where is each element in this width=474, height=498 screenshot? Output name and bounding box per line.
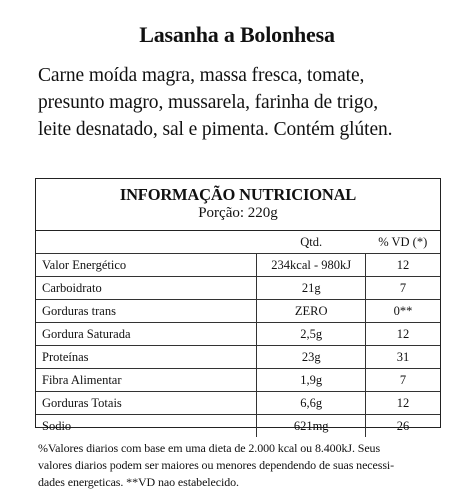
nutrient-vd: 0** (365, 300, 440, 323)
nutrient-qty: 1,9g (257, 369, 366, 392)
footnote-line: %Valores diarios com base em uma dieta de 2.000 kcal ou 8.400kJ. Seus (38, 441, 381, 455)
nutrient-vd: 7 (365, 369, 440, 392)
nutrient-vd: 12 (365, 254, 440, 277)
nutrient-qty: 6,6g (257, 392, 366, 415)
column-header-nutrient (36, 231, 257, 254)
nutrient-vd: 12 (365, 323, 440, 346)
ingredients-line: Carne moída magra, massa fresca, tomate, (38, 65, 365, 86)
column-header-vd: % VD (*) (378, 234, 428, 249)
nutrient-name: Sodio (36, 415, 257, 438)
ingredients-text (38, 62, 458, 143)
nutrient-qty: 2,5g (257, 323, 366, 346)
nutrition-facts-box (35, 178, 441, 433)
nutrition-table-header (36, 231, 440, 254)
nutrient-vd: 31 (365, 346, 440, 369)
nutrition-facts-title: INFORMAÇÃO NUTRICIONAL (119, 185, 357, 204)
table-row (36, 369, 440, 392)
ingredients-line: leite desnatado, sal e pimenta. Contém glúten. (38, 119, 393, 140)
nutrient-name: Valor Energético (36, 254, 257, 277)
nutrient-qty: 234kcal - 980kJ (257, 254, 366, 277)
nutrition-facts-header (36, 179, 440, 231)
table-row (36, 392, 440, 415)
nutrient-qty: 21g (257, 277, 366, 300)
ingredients-line: presunto magro, mussarela, farinha de trigo, (38, 92, 378, 113)
footnote-line: dades energeticas. **VD nao estabelecido. (38, 475, 239, 489)
nutrition-table (36, 231, 440, 437)
footnote-line: valores diarios podem ser maiores ou menores dependendo de suas necessi- (38, 458, 395, 472)
table-row (36, 323, 440, 346)
nutrient-vd: 26 (365, 415, 440, 438)
nutrient-name: Proteínas (36, 346, 257, 369)
nutrient-vd: 12 (365, 392, 440, 415)
product-title: Lasanha a Bolonhesa (139, 22, 335, 47)
nutrient-vd: 7 (365, 277, 440, 300)
table-row (36, 415, 440, 438)
nutrient-name: Fibra Alimentar (36, 369, 257, 392)
nutrient-name: Gordura Saturada (36, 323, 257, 346)
table-row (36, 254, 440, 277)
table-row (36, 300, 440, 323)
nutrient-qty: 23g (257, 346, 366, 369)
table-row (36, 277, 440, 300)
footnote-text (38, 440, 448, 491)
serving-size: Porção: 220g (198, 205, 278, 221)
nutrient-name: Gorduras Totais (36, 392, 257, 415)
nutrient-name: Carboidrato (36, 277, 257, 300)
table-row (36, 346, 440, 369)
nutrient-qty: 621mg (257, 415, 366, 438)
nutrient-qty: ZERO (257, 300, 366, 323)
column-header-qty: Qtd. (300, 234, 323, 249)
nutrient-name: Gorduras trans (36, 300, 257, 323)
